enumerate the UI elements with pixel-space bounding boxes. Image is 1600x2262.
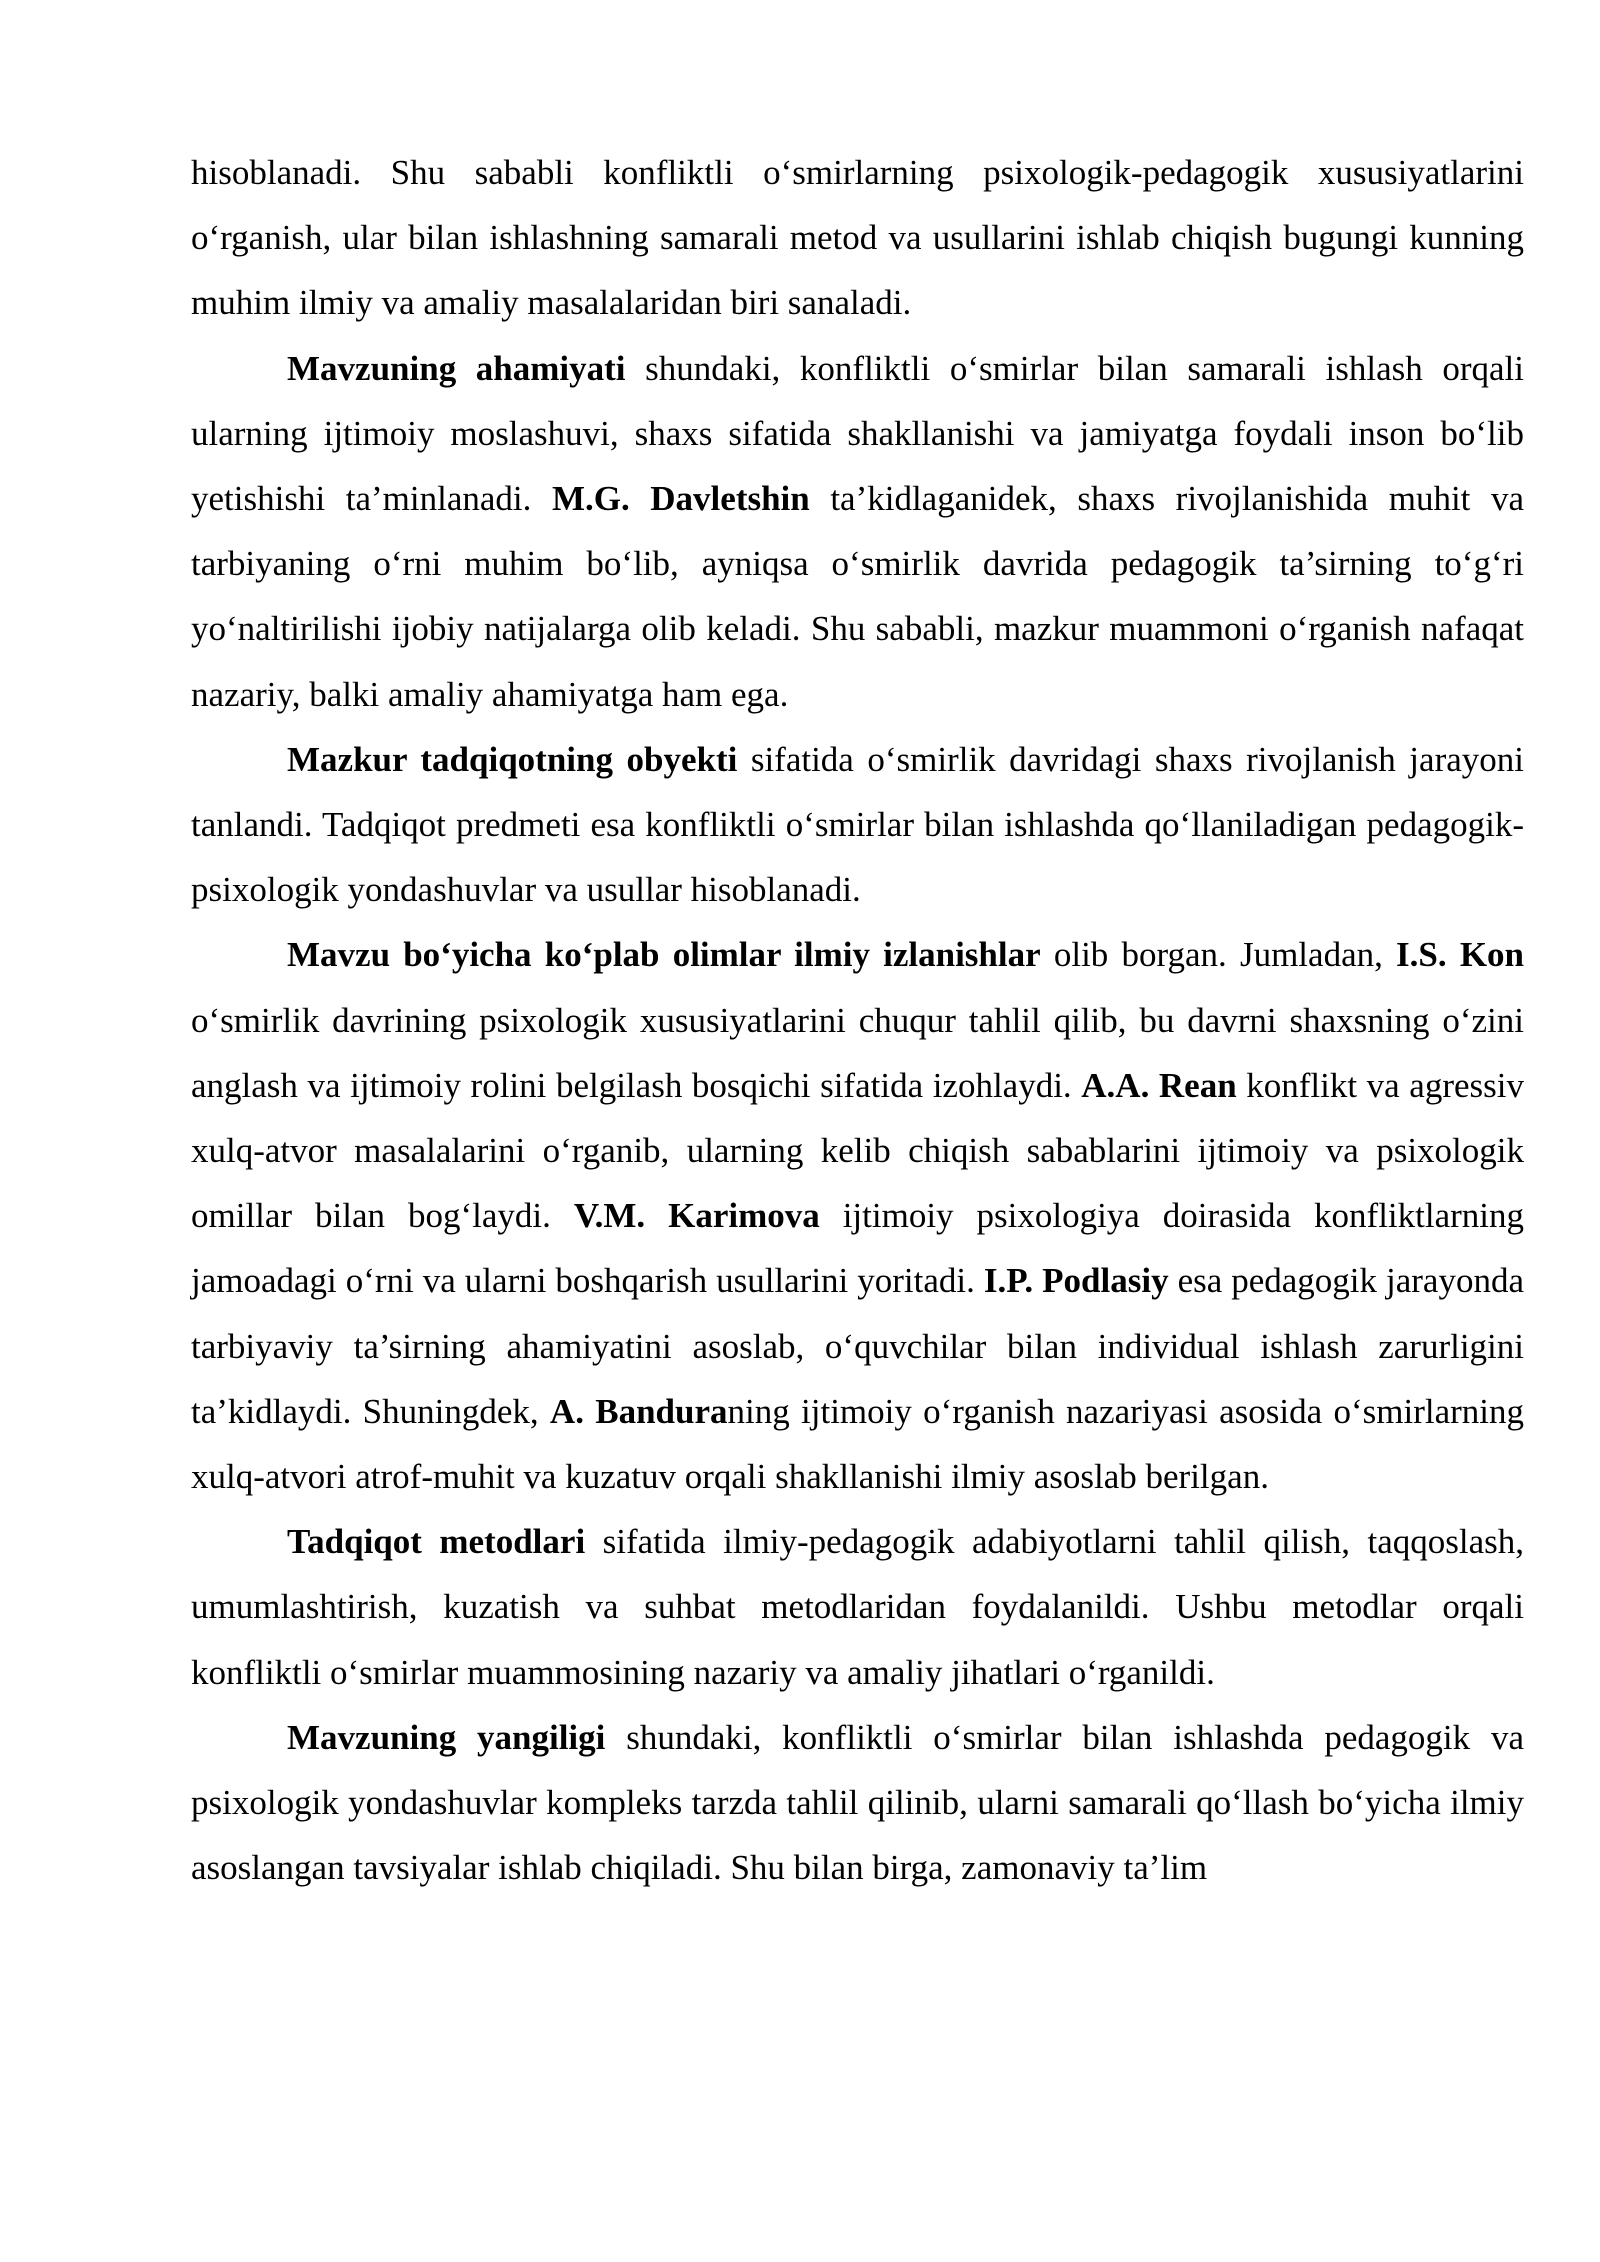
paragraph-intro-continuation bbox=[191, 140, 1524, 336]
paragraph-significance bbox=[191, 336, 1524, 727]
paragraph-research-methods bbox=[191, 1509, 1524, 1705]
bold-term: Mavzuning ahamiyati bbox=[287, 348, 626, 388]
bold-author: I.P. Podlasiy bbox=[983, 1261, 1169, 1301]
bold-author: I.S. Kon bbox=[1396, 935, 1525, 975]
bold-author: V.M. Karimova bbox=[573, 1196, 820, 1236]
paragraph-research-object bbox=[191, 727, 1524, 923]
text-run: olib borgan. Jumladan, bbox=[1040, 935, 1397, 975]
bold-author: M.G. Davletshin bbox=[551, 479, 810, 519]
bold-author: A. Bandura bbox=[549, 1391, 728, 1431]
text-run: konflikt va agressiv xulq-atvor masalalarini o‘rganib, ularning kelib chiqish sabablarini ijtimoiy va psixologik omillar bilan bog‘laydi. bbox=[191, 1065, 1524, 1236]
text-run: ijtimoiy psixologiya doirasida konfliktlarning jamoadagi o‘rni va ularni boshqarish usullarini yoritadi. bbox=[191, 1196, 1525, 1301]
text-run: ta’kidlaganidek, shaxs rivojlanishida muhit va tarbiyaning o‘rni muhim bo‘lib, ayniqsa o‘smirlik davrida pedagogik ta’sirning to‘g‘ri yo‘naltirilishi ijobiy natijalarga olib keladi. Shu sababli, mazkur muammoni o‘rganish nafaqat nazariy, balki amaliy ahamiyatga ham ega. bbox=[191, 479, 1524, 714]
text-run: shundaki, konfliktli o‘smirlar bilan ishlashda pedagogik va psixologik yondashuvlar kompleks tarzda tahlil qilinib, ularni samarali qo‘llash bo‘yicha ilmiy asoslangan tavsiyalar ishlab chiqiladi. Shu bilan birga, zamonaviy ta’lim bbox=[191, 1717, 1524, 1888]
text-run: sifatida ilmiy-pedagogik adabiyotlarni tahlil qilish, taqqoslash, umumlashtirish, kuzatish va suhbat metodlaridan foydalanildi. Ushbu metodlar orqali konfliktli o‘smirlar muammosining nazariy va amaliy jihatlari o‘rganildi. bbox=[191, 1522, 1524, 1692]
paragraph-literature-review bbox=[191, 922, 1524, 1509]
text-run: o‘smirlik davrining psixologik xususiyatlarini chuqur tahlil qilib, bu davrni shaxsning o‘zini anglash va ijtimoiy rolini belgilash bosqichi sifatida izohlaydi. bbox=[191, 1000, 1524, 1105]
text-run: hisoblanadi. Shu sababli konfliktli o‘smirlarning psixologik-pedagogik xususiyatlarini o‘rganish, ular bilan ishlashning samarali metod va usullarini ishlab chiqish bugungi kunning muhim ilmiy va amaliy masalalaridan biri sanaladi. bbox=[191, 153, 1524, 323]
bold-term: Tadqiqot metodlari bbox=[287, 1522, 586, 1562]
bold-author: A.A. Rean bbox=[1081, 1065, 1237, 1105]
bold-term: Mavzuning yangiligi bbox=[287, 1717, 606, 1757]
bold-term: Mavzu bo‘yicha ko‘plab olimlar ilmiy izlanishlar bbox=[287, 935, 1041, 975]
text-run: sifatida o‘smirlik davridagi shaxs rivojlanish jarayoni tanlandi. Tadqiqot predmeti esa konfliktli o‘smirlar bilan ishlashda qo‘llaniladigan pedagogik-psixologik yondashuvlar va usullar hisoblanadi. bbox=[191, 739, 1524, 910]
bold-term: Mazkur tadqiqotning obyekti bbox=[287, 739, 738, 779]
text-run: shundaki, konfliktli o‘smirlar bilan samarali ishlash orqali ularning ijtimoiy moslashuvi, shaxs sifatida shakllanishi va jamiyatga foydali inson bo‘lib yetishishi ta’minlanadi. bbox=[191, 348, 1524, 519]
document-page bbox=[191, 140, 1524, 1900]
text-run: esa pedagogik jarayonda tarbiyaviy ta’sirning ahamiyatini asoslab, o‘quvchilar bilan individual ishlash zarurligini ta’kidlaydi. Shuningdek, bbox=[191, 1261, 1525, 1431]
paragraph-novelty bbox=[191, 1705, 1524, 1901]
text-run: ning ijtimoiy o‘rganish nazariyasi asosida o‘smirlarning xulq-atvori atrof-muhit va kuzatuv orqali shakllanishi ilmiy asoslab berilgan. bbox=[191, 1391, 1524, 1497]
